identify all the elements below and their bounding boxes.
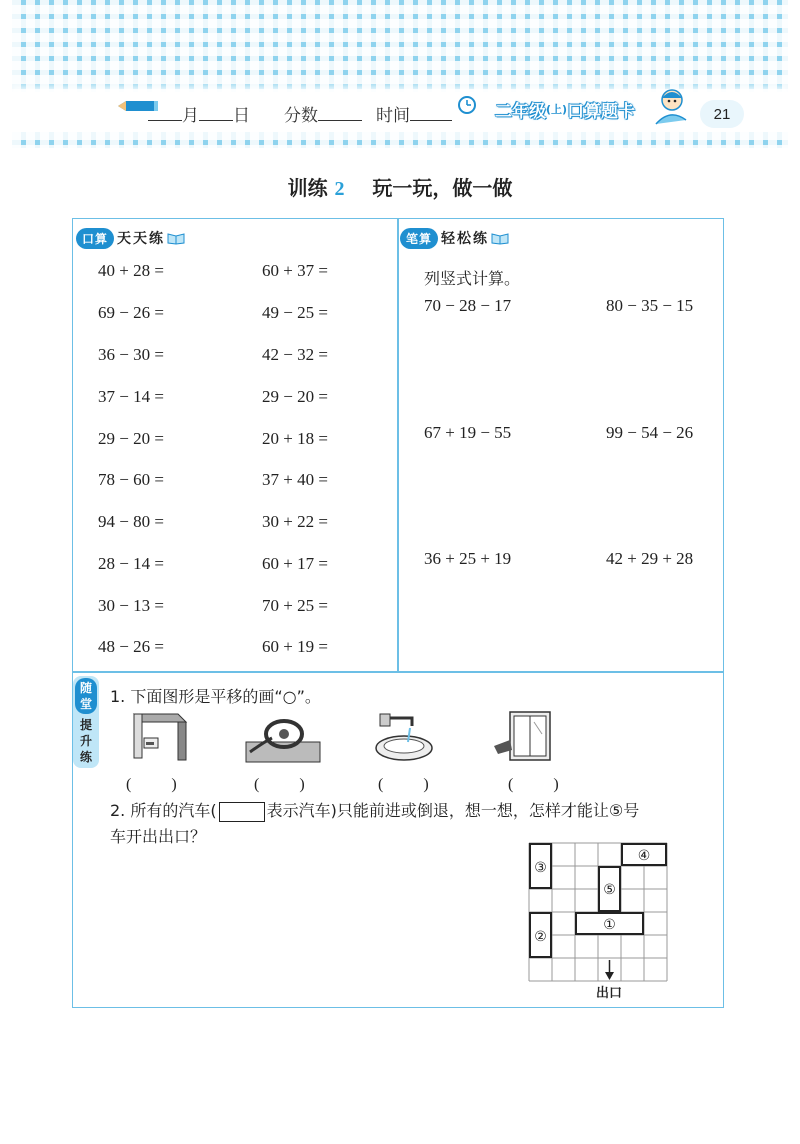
title-text: 玩一玩，做一做 bbox=[372, 176, 513, 200]
oral-left-10: 48 − 26 = bbox=[98, 637, 164, 656]
written-problem-4: 99 − 54 − 26 bbox=[606, 423, 694, 442]
oral-right-6: 37 + 40 = bbox=[262, 470, 328, 489]
date-fields bbox=[148, 101, 250, 126]
oral-left-8: 28 − 14 = bbox=[98, 554, 164, 573]
oral-right-4: 29 − 20 = bbox=[262, 387, 328, 406]
car-2-label: ② bbox=[534, 929, 547, 945]
answer-paren-4[interactable]: ( ) bbox=[508, 776, 559, 793]
exit-arrow-icon bbox=[605, 960, 614, 980]
oral-right-10: 60 + 19 = bbox=[262, 637, 328, 656]
oral-right-8: 60 + 17 = bbox=[262, 554, 328, 573]
oral-right-7: 30 + 22 = bbox=[262, 512, 328, 531]
logo-term: (上) bbox=[546, 103, 568, 116]
answer-paren-3[interactable]: ( ) bbox=[378, 776, 429, 793]
car-1-label: ① bbox=[603, 917, 616, 933]
title-number: 2 bbox=[334, 178, 345, 200]
column-divider bbox=[397, 218, 399, 672]
drawer-icon bbox=[132, 712, 188, 762]
oral-tag-text: 天天练 bbox=[117, 231, 166, 247]
faucet-icon bbox=[372, 710, 436, 764]
score-blank[interactable] bbox=[318, 107, 362, 121]
book-logo bbox=[495, 94, 635, 124]
answer-paren-2[interactable]: ( ) bbox=[254, 776, 305, 793]
written-problem-6: 42 + 29 + 28 bbox=[606, 549, 694, 568]
written-tag-chip: 笔算 bbox=[400, 228, 438, 249]
oral-left-9: 30 − 13 = bbox=[98, 596, 164, 615]
oral-right-3: 42 − 32 = bbox=[262, 345, 328, 364]
time-blank[interactable] bbox=[410, 107, 452, 121]
mascot-icon bbox=[650, 86, 690, 126]
exit-label: 出口 bbox=[596, 986, 623, 1001]
oral-right-9: 70 + 25 = bbox=[262, 596, 328, 615]
question-1: 1. 下面图形是平移的画“○”。 bbox=[110, 687, 321, 706]
page-number: 21 bbox=[700, 100, 744, 128]
book-icon bbox=[491, 231, 509, 245]
day-label: 日 bbox=[233, 106, 250, 125]
question-2-line2: 车开出出口？ bbox=[110, 827, 207, 846]
written-problem-3: 67 + 19 − 55 bbox=[424, 423, 512, 442]
oral-right-2: 49 − 25 = bbox=[262, 303, 328, 322]
written-problem-2: 80 − 35 − 15 bbox=[606, 296, 694, 315]
sliding-window-icon bbox=[492, 710, 554, 764]
clock-icon bbox=[456, 94, 478, 116]
oral-section-tag bbox=[76, 226, 185, 250]
question-2-part2: 表示汽车)只能前进或倒退，想一想，怎样才能让⑤号 bbox=[266, 801, 640, 820]
oral-right-5: 20 + 18 = bbox=[262, 429, 328, 448]
month-label: 月 bbox=[182, 106, 199, 125]
steering-wheel-icon bbox=[244, 712, 322, 764]
logo-grade: 二年级 bbox=[495, 101, 546, 122]
month-blank[interactable] bbox=[148, 107, 182, 121]
title-prefix: 训练 bbox=[287, 176, 328, 200]
time-field bbox=[376, 101, 452, 126]
day-blank[interactable] bbox=[199, 107, 233, 121]
written-problem-5: 36 + 25 + 19 bbox=[424, 549, 512, 568]
oral-left-2: 69 − 26 = bbox=[98, 303, 164, 322]
oral-left-7: 94 − 80 = bbox=[98, 512, 164, 531]
written-section-tag bbox=[400, 226, 509, 250]
oral-left-1: 40 + 28 = bbox=[98, 261, 164, 280]
car-5-label: ⑤ bbox=[603, 882, 616, 898]
written-problem-1: 70 − 28 − 17 bbox=[424, 296, 512, 315]
written-instruction: 列竖式计算。 bbox=[424, 269, 521, 288]
parking-grid-puzzle bbox=[528, 842, 670, 984]
oral-left-6: 78 − 60 = bbox=[98, 470, 164, 489]
written-tag-text: 轻松练 bbox=[441, 231, 490, 247]
oral-left-5: 29 − 20 = bbox=[98, 429, 164, 448]
logo-title: 口算题卡 bbox=[567, 101, 636, 122]
book-icon bbox=[167, 231, 185, 245]
score-label: 分数 bbox=[284, 106, 318, 125]
answer-paren-1[interactable]: ( ) bbox=[126, 776, 177, 793]
lesson-title bbox=[0, 172, 800, 201]
car-3-label: ③ bbox=[534, 860, 547, 876]
oral-tag-chip: 口算 bbox=[76, 228, 114, 249]
practice-side-tag bbox=[73, 676, 99, 768]
question-2-part1: 2. 所有的汽车( bbox=[110, 801, 217, 820]
oral-left-3: 36 − 30 = bbox=[98, 345, 164, 364]
practice-side-chip: 随堂 bbox=[75, 678, 97, 714]
oral-right-1: 60 + 37 = bbox=[262, 261, 328, 280]
car-symbol-box bbox=[219, 802, 265, 822]
car-4-label: ④ bbox=[637, 848, 651, 864]
practice-side-text: 提升练 bbox=[79, 718, 92, 764]
oral-left-4: 37 − 14 = bbox=[98, 387, 164, 406]
time-label: 时间 bbox=[376, 106, 410, 125]
score-field bbox=[284, 101, 362, 126]
question-2 bbox=[110, 798, 639, 822]
